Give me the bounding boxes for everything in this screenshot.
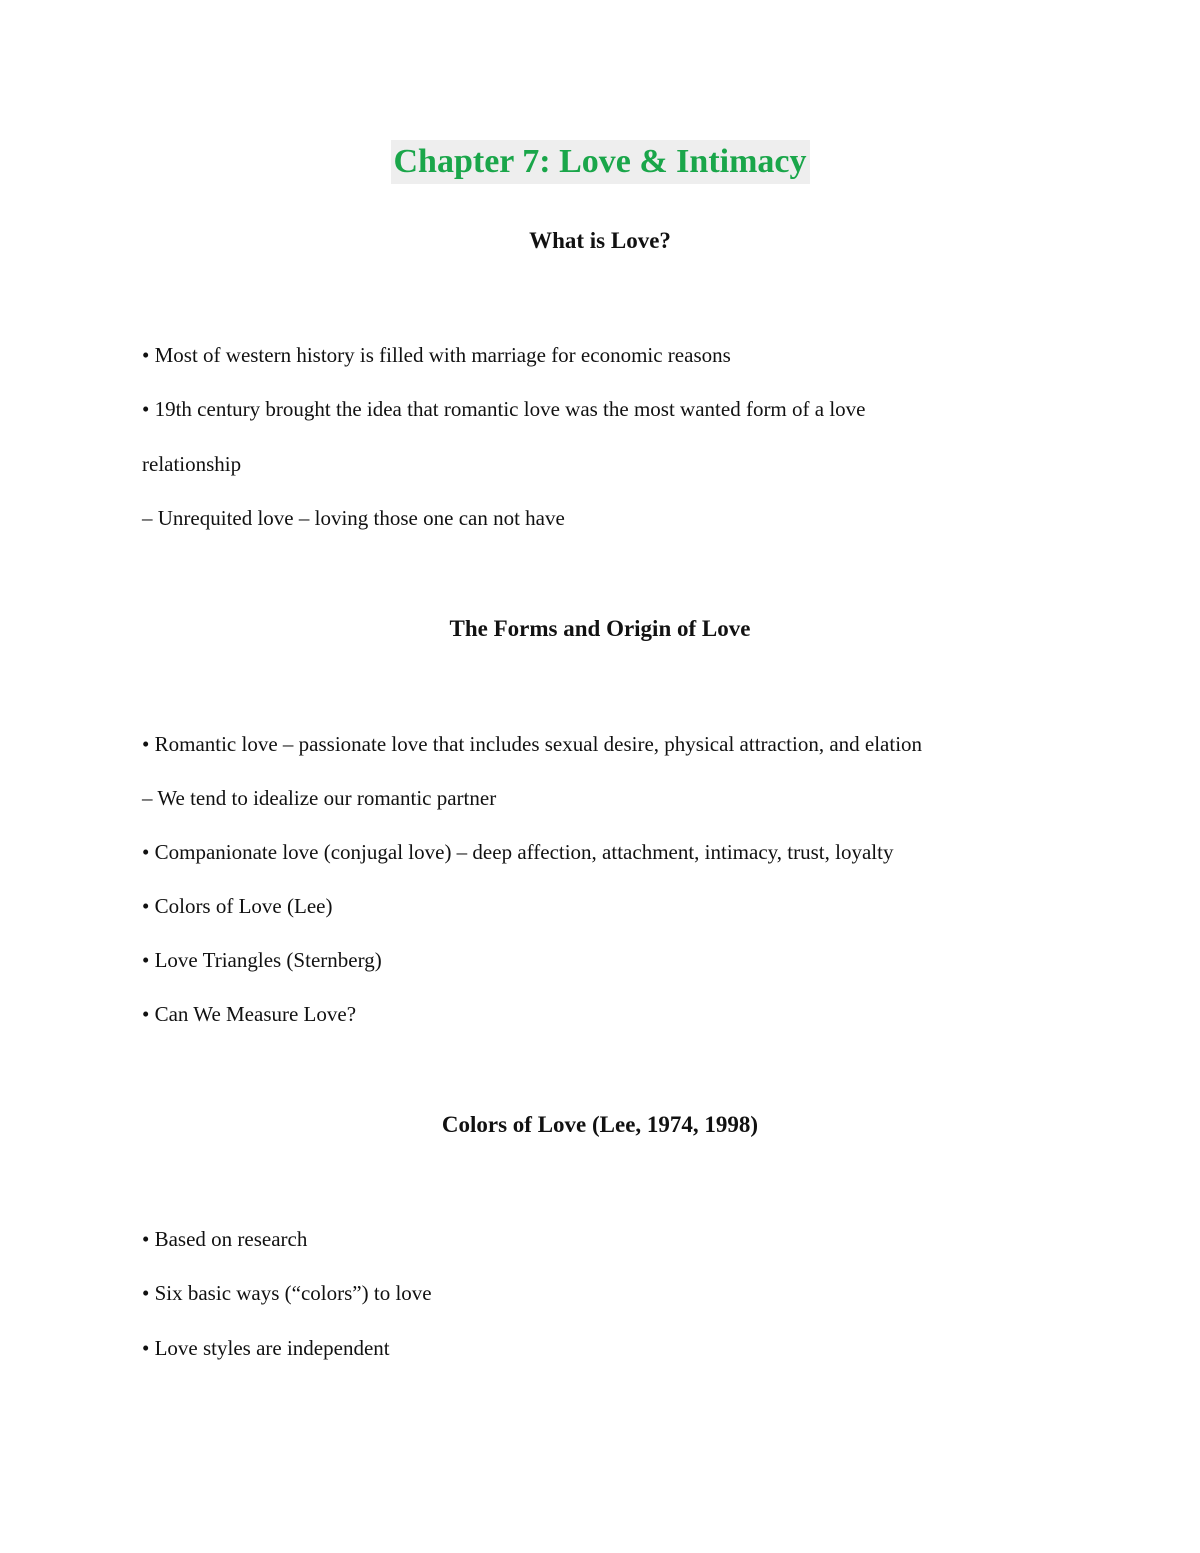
section2-line-5: • Love Triangles (Sternberg) — [142, 948, 382, 972]
section2-line-3: • Companionate love (conjugal love) – deep affection, attachment, intimacy, trust, loyalty — [142, 840, 894, 864]
section1-line-2: • 19th century brought the idea that romantic love was the most wanted form of a love — [142, 397, 866, 421]
section2-line-4: • Colors of Love (Lee) — [142, 894, 333, 918]
section1-line-4: – Unrequited love – loving those one can not have — [142, 506, 565, 530]
section3-line-1: • Based on research — [142, 1227, 308, 1251]
section1-line-1: • Most of western history is filled with marriage for economic reasons — [142, 343, 731, 367]
section2-line-2: – We tend to idealize our romantic partner — [142, 786, 497, 810]
section1-line-3: relationship — [142, 452, 242, 476]
section2-line-1: • Romantic love – passionate love that includes sexual desire, physical attraction, and elation — [142, 732, 923, 756]
section3-line-2: • Six basic ways (“colors”) to love — [142, 1281, 432, 1305]
section-heading-what-is-love: What is Love? — [529, 228, 671, 253]
section3-line-3: • Love styles are independent — [142, 1336, 390, 1360]
chapter-title — [0, 140, 1200, 184]
chapter-title-text: Chapter 7: Love & Intimacy — [391, 140, 810, 184]
section-heading-colors-of-love: Colors of Love (Lee, 1974, 1998) — [441, 1112, 759, 1137]
section2-line-6: • Can We Measure Love? — [142, 1002, 357, 1026]
section-heading-forms-and-origin: The Forms and Origin of Love — [449, 616, 751, 641]
